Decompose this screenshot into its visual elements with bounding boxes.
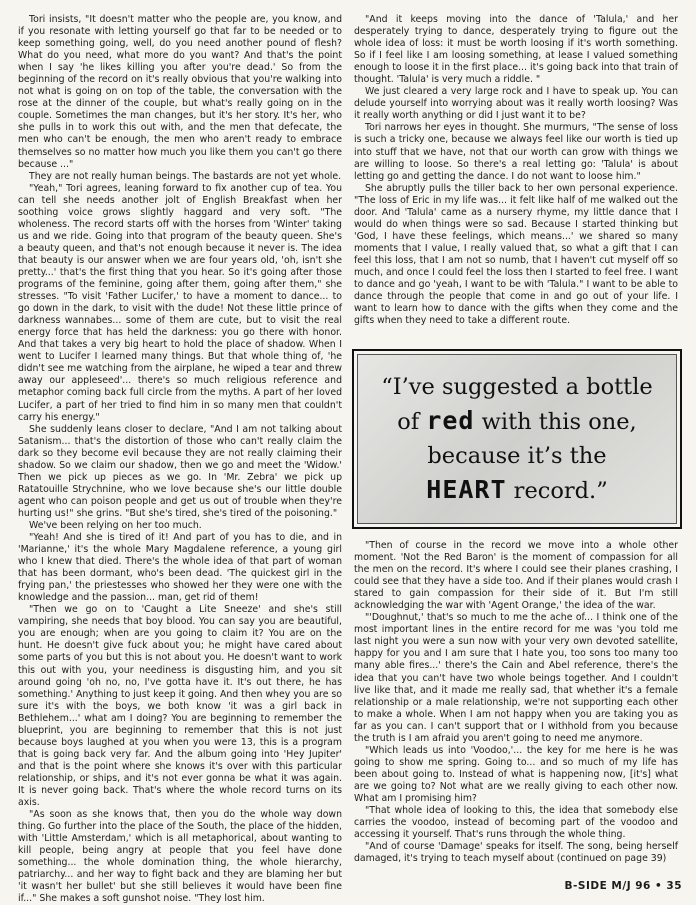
paragraph: She abruptly pulls the tiller back to her own personal experience. "The loss of Eric in my life was... it felt like half of me walked out the door. And 'Talula' came as a nursery rhyme, my little dance that I would do when things were so sad. Because I started thinking but 'God, I have these feelings, which means...' we shared so many moments that I value, I really valued that, so what a gift that I can feel this loss, that I am not so numb, that I haven't cut myself off so much, and once I could feel the loss then I started to feel free. I want to dance and go 'yeah, I want to be with 'Talula." I want to be able to dance through the people that come in and go out of your life. I want to learn how to dance with the gifts when they come and the gifts when they need to take a different route. bbox=[354, 182, 678, 327]
paragraph: "Then of course in the record we move into a whole other moment. 'Not the Red Baron' is the moment of compassion for all the men on the record. It's where I could see their planes crashing, I could see that they have a side too. And if their planes would crash I stared to gain compassion for their side of it. But I'm still acknowledging the war with 'Agent Orange,' the idea of the war. bbox=[354, 540, 678, 612]
paragraph: Tori narrows her eyes in thought. She murmurs, "The sense of loss is such a tricky one, because we always feel like our worth is tied up into stuff that we have, not that our worth can grow with things we are willing to loose. So there's a real letting go: 'Talula' is about letting go and getting the dance. I do not want to loose him." bbox=[354, 122, 678, 182]
paragraph: They are not really human beings. The bastards are not yet whole. bbox=[29, 170, 342, 182]
paragraph: "That whole idea of looking to this, the idea that somebody else carries the voodoo, instead of becoming part of the voodoo and accessing it yourself. That's runs through the whole thing. bbox=[354, 805, 678, 841]
left-column bbox=[18, 14, 342, 905]
paragraph: We've been relying on her too much. bbox=[29, 519, 202, 531]
paragraph: "Which leads us into 'Voodoo,'... the key for me here is he was going to show me spring. Going to... and so much of my life has been about going to. Instead of what is happening now, [it's] what are we going to? Not what are we really giving to each other now. What am I promising him? bbox=[354, 744, 678, 804]
pull-quote-line: with this one, bbox=[474, 409, 637, 435]
paragraph: "Then we go on to 'Caught a Lite Sneeze' and she's still vampiring, she needs that boy blood. You can say you are beautiful, you are enough; when are you going to claim it? You are on the hunt. He doesn't give fuck about you; he might have cared about some parts of you but this is not about you. He doesn't want to work this out with you, your neediness is disgusting him, and you sit around going 'oh no, no, I've gotta have it. It's out there, he has something.' Anything to just keep it going. And then whey you are so sure it's with the boys, we both know 'it was a girl back in Bethlehem...' what am I doing? You are beginning to remember the blueprint, you are beginning to remember that this is not just because boys laughed at you when you were 13, this is a program that is going back very far. And the album going into 'Hey Jupiter' and that is the point where she knows it's over with this particular relationship, or ships, and it's not ever gonna be what it was again. It is never going back. That's where the whole record turns on its axis. bbox=[18, 604, 342, 809]
paragraph: "And it keeps moving into the dance of 'Talula,' and her desperately trying to dance, desperately trying to figure out the whole idea of loss: it must be worth loosing if it's worth something. So if I feel like I am loosing something, at lease I valued something enough to loose it in the first place... it's going back into that train of thought. 'Talula' is very much a riddle. " bbox=[354, 14, 678, 86]
pull-quote-line: because it’s the bbox=[427, 443, 607, 469]
paragraph: Tori insists, "It doesn't matter who the people are, you know, and if you resonate with letting yourself go that far to be needed or to keep something going, well, do you need another pound of flesh? What do you need, what more do you want? And that's the point when I say 'he likes killing you after you're dead.' So from the beginning of the record on it's really obvious that you're walking into not what is going on on top of the table, the conversation with the rose at the dinner of the couple, but what's really going on in the couple. Sometimes the man changes, but it's her story. It's her, who she pulls in to work this out with, and the men that defecate, the men who can't be enough, the men who aren't ready to embrace themselves so no matter how much you like them you can't go there because ..." bbox=[18, 14, 342, 170]
pull-quote bbox=[357, 354, 677, 524]
pull-quote-box bbox=[352, 349, 682, 529]
paragraph: "Yeah," Tori agrees, leaning forward to fix another cup of tea. You can tell she needs another jolt of English Breakfast when her soothing voice grows slightly haggard and very soft. "The wholeness. The record starts off with the horses from 'Winter' taking us and we ride. Going into that program of the beauty queen. She's a beauty queen, and that's not enough because it never is. The idea that beauty is our answer when we are four years old, 'oh, isn't she pretty...' that's the first thing that you hear. So it's going after those programs of the feminine, going after them, going after them," she stresses. "To visit 'Father Lucifer,' to have a moment to dance... to go down in the dark, to visit with the dude! Not these little prince of darkness wannabes... some of them are cute, but to visit the real energy force that has held the darkness: you go there with honor. And that takes a very big heart to hold the place of shadow. When I went to Lucifer I learned many things. But that whole thing of, 'he didn't see me watching from the airplane, he wiped a tear and threw away our appleseed'... there's so much religious reference and metaphor coming back full circle from the myths. A part of her loved Lucifer, a part of her tried to find him in so many men that couldn't carry his energy." bbox=[18, 182, 342, 423]
paragraph: We just cleared a very large rock and I have to speak up. You can delude yourself into worrying about was it really worth loosing? Was it really worth anything or did I just want it to be? bbox=[354, 86, 678, 122]
page-footer: B-SIDE M/J 96 • 35 bbox=[564, 880, 682, 892]
paragraph: "And of course 'Damage' speaks for itself. The song, being herself damaged, it's trying to teach myself about (continued on page 39) bbox=[354, 841, 678, 865]
paragraph: "As soon as she knows that, then you do the whole way down thing. Go further into the place of the South, the place of the hidden, with 'Little Amsterdam,' which is all metaphorical, about wanting to kill people, being angry at people that you feel have done something... the whole domination thing, the whole hierarchy, patriarchy... and her way to fight back and they are blaming her but 'it wasn't her bullet' but she still believes it would have been fine if..." She makes a soft gunshot noise. "They lost him. bbox=[18, 809, 342, 905]
paragraph: "Yeah! And she is tired of it! And part of you has to die, and in 'Marianne,' it's the whole Mary Magdalene reference, a young girl who I knew that died. There's the whole idea of that part of woman that has been dormant, who's been dead. 'The quickest girl in the frying pan,' the priestesses who showed her they were one with the knowledge and the passion... man, get rid of them! bbox=[18, 532, 342, 604]
paragraph: She suddenly leans closer to declare, "And I am not talking about Satanism... that's the distortion of those who can't really claim the dark so they become evil because they are not really claiming their shadow. So we claim our shadow, then we go and meet the 'Widow.' Then we pick up pieces as we go. In 'Mr. Zebra' we pick up Ratatouille Strychnine, who we love because she's our little double agent who can poison people and get us out of trouble when they're hurting us!" she grins. "But she's tired, she's tired of the poisoning." bbox=[18, 423, 342, 519]
right-column-top bbox=[354, 14, 678, 327]
pull-quote-line: record.” bbox=[506, 478, 608, 504]
pull-quote-line: of bbox=[397, 409, 427, 435]
pull-quote-emphasis: red bbox=[426, 406, 475, 435]
pull-quote-emphasis: HEART bbox=[426, 475, 507, 504]
paragraph: "'Doughnut,' that's so much to me the ache of... I think one of the most important lines in the entire record for me was 'you told me last night you were a sun now with your very own devoted satellite, happy for you and I am sure that I hate you, too sons too many too many able fires...' there's the Cain and Abel reference, there's the idea that you can't have two whole beings together. And I couldn't live like that, and it made me really sad, that whether it's a female relationship or a male relationship, we're not supporting each other to make a whole. When I am not happy when you are taking you as far as you can. I can't support that or I withhold from you because the truth is I am afraid you aren't going to need me anymore. bbox=[354, 612, 678, 744]
pull-quote-line: “I’ve suggested a bottle bbox=[381, 374, 653, 400]
right-column-bottom bbox=[354, 540, 678, 865]
